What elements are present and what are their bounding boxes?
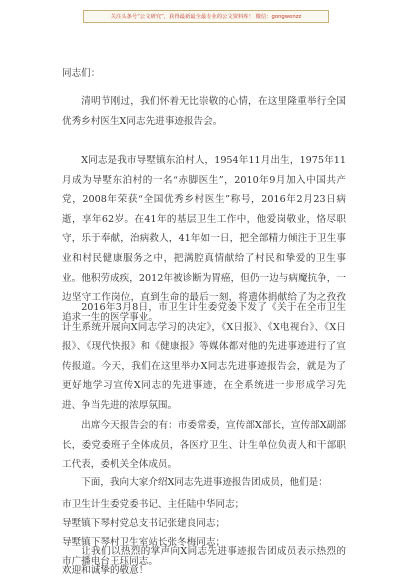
promo-banner[interactable]: 关注头条号“公文研究”，获得最新最全最专业的公文资料库！ 微信：gongwenzz xyxy=(83,10,329,23)
member-item: 市卫生计生委党委书记、主任陆中华同志； xyxy=(62,499,245,510)
member-item: 市广播电台王珏同志。 xyxy=(62,556,158,567)
paragraph-introduce-members: 下面，我向大家介绍X同志先进事迹报告团成员，他们是： xyxy=(81,477,328,488)
greeting: 同志们： xyxy=(62,68,101,79)
member-item: 导墅镇下琴村卫生室站长张冬梅同志； xyxy=(62,537,226,548)
paragraph-biography: X同志是我市导墅镇东泊村人，1954年11月出生，1975年11月成为导墅东泊村的一名“赤脚医生”，2010年9月加入中国共产党，2008年荣获“全国优秀乡村医生”称号，2016年2月23日病逝，享年62岁。在41年的基层卫生工作中，他爱岗敬业，恪尽职守，乐于奉献，治病救人，41年如一日，把全部精力倾注于卫生事业和村民健康服务之中，把满腔真情献给了村民和挚爱的卫生事业。他积劳成疾，2012年被诊断为胃癌，但仍一边与病魔抗争，一边坚守工作岗位，直到生命的最后一刻，将遗体捐献给了为之孜孜追求一生的医学事业。 xyxy=(62,155,346,323)
paragraph-closing: 让我们以热烈的掌声向X同志先进事迹报告团成员表示热烈的欢迎和诚挚的敬意！ xyxy=(62,546,346,576)
paragraph-study-decision: 2016年3月8日，市卫生计生委党委下发了《关于在全市卫生计生系统开展向X同志学习的决定》，《X日报》、《X电视台》、《X日报》、《现代快报》和《健康报》等媒体都对他的先进事迹进行了宣传报道。今天，我们在这里举办X同志先进事迹报告会，就是为了更好地学习宣传X同志的先进事迹，在全系统进一步形成学习先进、争当先进的浓厚氛围。 xyxy=(62,302,346,411)
member-item: 导墅镇下琴村党总支书记张建良同志； xyxy=(62,518,226,529)
paragraph-attendees: 出席今天报告会的有：市委常委，宣传部X部长，宣传部X副部长，委党委班子全体成员，各医疗卫生、计生单位负责人和干部职工代表，委机关全体成员。 xyxy=(62,420,346,471)
paragraph-intro: 清明节刚过，我们怀着无比崇敬的心情，在这里隆重举行全国优秀乡村医生X同志先进事迹报告会。 xyxy=(62,96,346,127)
